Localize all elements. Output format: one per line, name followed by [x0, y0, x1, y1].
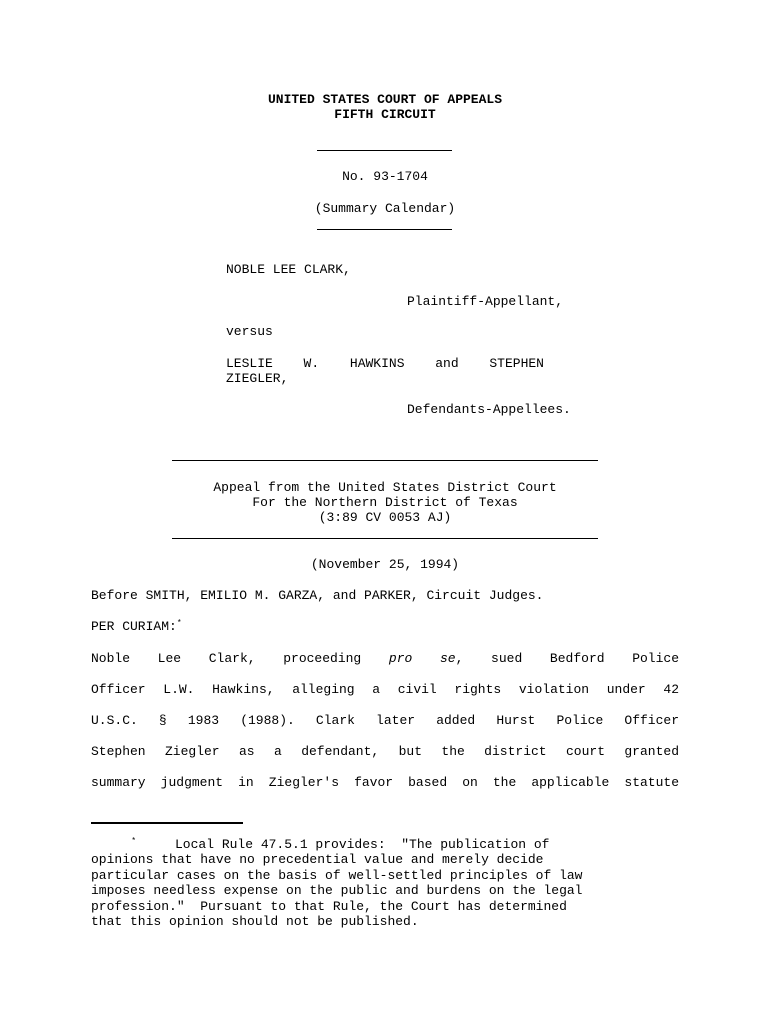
plaintiff-role: Plaintiff-Appellant, [407, 294, 564, 309]
opinion-text: Noble Lee Clark, proceeding [91, 651, 389, 666]
court-name: UNITED STATES COURT OF APPEALS [267, 92, 503, 107]
per-curiam-label: PER CURIAM: [91, 619, 177, 634]
footnote-line-1 [91, 837, 549, 852]
circuit-name: FIFTH CIRCUIT [334, 107, 436, 122]
footnote-reference[interactable]: * [176, 619, 182, 628]
divider-appeal-top [172, 460, 598, 461]
divider-appeal-bottom [172, 538, 598, 539]
footnote-line-6: that this opinion should not be published. [91, 914, 419, 929]
versus-label: versus [226, 324, 273, 339]
divider-top [317, 150, 452, 151]
defendants-line-2: ZIEGLER, [226, 371, 289, 386]
footnote-line-4: imposes needless expense on the public and burdens on the legal [91, 883, 583, 898]
defendant-word: HAWKINS [349, 356, 405, 371]
defendant-word: STEPHEN [489, 356, 544, 371]
footnote-line-5: profession." Pursuant to that Rule, the Court has determined [91, 899, 567, 914]
appeal-line-1: Appeal from the United States District Court [213, 480, 557, 495]
defendant-word: and [435, 356, 459, 371]
opinion-line-2: Officer L.W. Hawkins, alleging a civil rights violation under 42 [91, 682, 679, 697]
appeal-line-3: (3:89 CV 0053 AJ) [318, 510, 452, 525]
opinion-text: , sued Bedford Police [455, 651, 680, 666]
divider-calendar [317, 229, 452, 230]
footnote-line-3: particular cases on the basis of well-settled principles of law [91, 868, 583, 883]
opinion-line-5: summary judgment in Ziegler's favor based on the applicable statute [91, 775, 679, 790]
footnote-divider [91, 822, 243, 824]
footnote-marker: * [131, 837, 136, 846]
opinion-line-1 [91, 651, 679, 666]
defendants-role: Defendants-Appellees. [407, 402, 571, 417]
per-curiam [91, 619, 182, 634]
panel-judges: Before SMITH, EMILIO M. GARZA, and PARKER, Circuit Judges. [91, 588, 544, 603]
opinion-line-4: Stephen Ziegler as a defendant, but the district court granted [91, 744, 679, 759]
docket-number: No. 93-1704 [342, 169, 428, 184]
plaintiff-name: NOBLE LEE CLARK, [226, 262, 351, 277]
defendant-word: LESLIE [226, 356, 273, 371]
opinion-italic-term: pro se [388, 651, 456, 666]
decision-date: (November 25, 1994) [310, 557, 460, 572]
footnote-text: Local Rule 47.5.1 provides: "The publication of [136, 837, 550, 852]
defendants-line-1 [226, 356, 544, 371]
calendar-type: (Summary Calendar) [314, 201, 456, 216]
footnote-line-2: opinions that have no precedential value and merely decide [91, 852, 544, 867]
defendant-word: W. [303, 356, 320, 371]
appeal-line-2: For the Northern District of Texas [252, 495, 518, 510]
opinion-line-3: U.S.C. § 1983 (1988). Clark later added Hurst Police Officer [91, 713, 679, 728]
